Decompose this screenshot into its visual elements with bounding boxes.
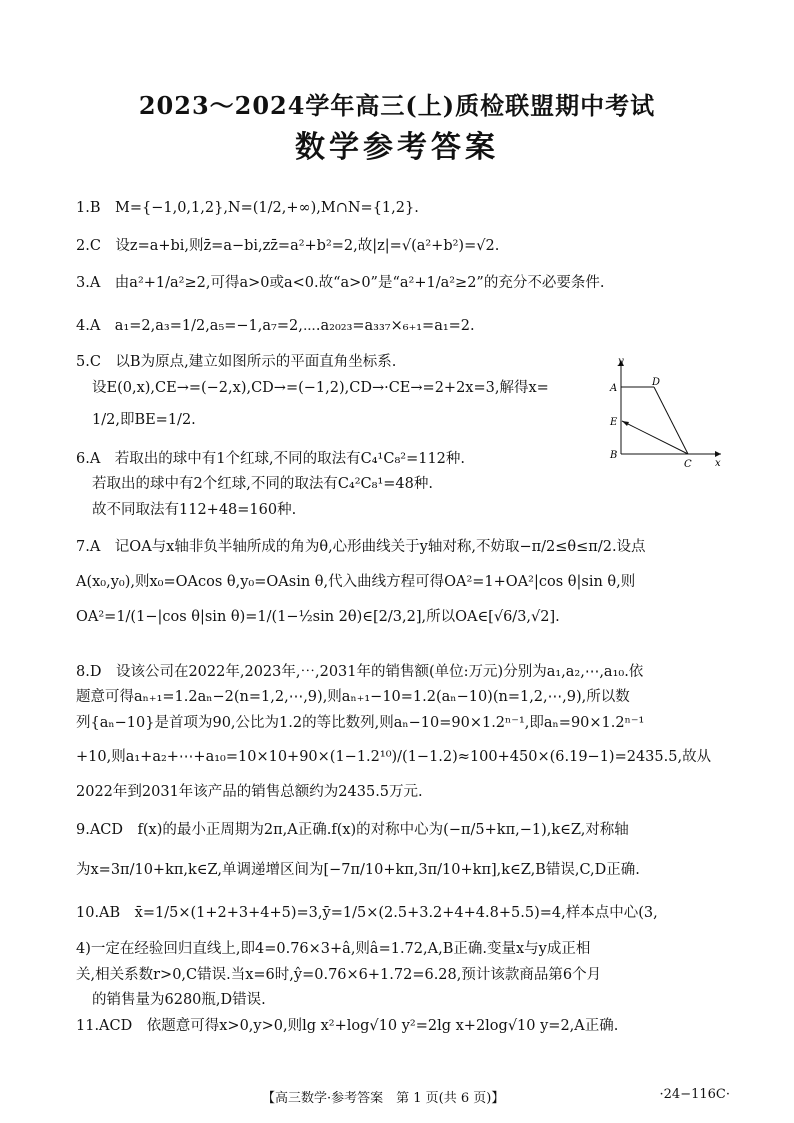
answer-q8-line2: 题意可得aₙ₊₁=1.2aₙ−2(n=1,2,⋯,9),则aₙ₊₁−10=1.2(aₙ−10)(n=1,2,⋯,9),所以数	[76, 689, 630, 705]
fig-label-b: B	[610, 450, 618, 461]
answer-q5-line1: 5.C 以B为原点,建立如图所示的平面直角坐标系.	[76, 354, 397, 370]
answer-q7-line2: A(x₀,y₀),则x₀=OAcos θ,y₀=OAsin θ,代入曲线方程可得OA²=1+OA²|cos θ|sin θ,则	[76, 574, 636, 590]
answer-q10-line2: 4)一定在经验回归直线上,即4=0.76×3+â,则â=1.72,A,B正确.变量x与y成正相	[76, 941, 591, 957]
answer-q10-line4: 的销售量为6280瓶,D错误.	[92, 992, 266, 1008]
answer-q10-line1: 10.AB x̄=1/5×(1+2+3+4+5)=3,ȳ=1/5×(2.5+3.2+4+4.8+5.5)=4,样本点中心(3,	[76, 905, 658, 921]
fig-label-c: C	[684, 459, 692, 470]
answer-q1: 1.B M={−1,0,1,2},N=(1/2,+∞),M∩N={1,2}.	[76, 200, 419, 216]
answer-q10-line3: 关,相关系数r>0,C错误.当x=6时,ŷ=0.76×6+1.72=6.28,预计该款商品第6个月	[76, 967, 602, 983]
answer-title: 数学参考答案	[295, 130, 499, 165]
answer-q9-line2: 为x=3π/10+kπ,k∈Z,单调递增区间为[−7π/10+kπ,3π/10+kπ],k∈Z,B错误,C,D正确.	[76, 862, 640, 878]
answer-q5-line2: 设E(0,x),CE→=(−2,x),CD→=(−1,2),CD→·CE→=2+2x=3,解得x=	[92, 380, 549, 396]
answer-q2: 2.C 设z=a+bi,则z̄=a−bi,zz̄=a²+b²=2,故|z|=√(a²+b²)=√2.	[76, 238, 500, 254]
answer-q3: 3.A 由a²+1/a²≥2,可得a>0或a<0.故“a>0”是“a²+1/a²≥2”的充分不必要条件.	[76, 275, 605, 291]
footer-page-info: 【高三数学·参考答案 第 1 页(共 6 页)】	[262, 1091, 505, 1106]
fig-label-a: A	[610, 383, 618, 394]
answer-q7-line1: 7.A 记OA与x轴非负半轴所成的角为θ,心形曲线关于y轴对称,不妨取−π/2≤θ≤π/2.设点	[76, 539, 646, 555]
fig-label-x: x	[715, 458, 721, 469]
exam-title: 2023～2024学年高三(上)质检联盟期中考试	[138, 91, 656, 120]
answer-q6-line2: 若取出的球中有2个红球,不同的取法有C₄²C₈¹=48种.	[92, 476, 433, 492]
answer-q7-line3: OA²=1/(1−|cos θ|sin θ)=1/(1−½sin 2θ)∈[2/3,2],所以OA∈[√6/3,√2].	[76, 609, 560, 625]
answer-q8-line4: +10,则a₁+a₂+⋯+a₁₀=10×10+90×(1−1.2¹⁰)/(1−1.2)≈100+450×(6.19−1)=2435.5,故从	[76, 749, 712, 765]
answer-q8-line1: 8.D 设该公司在2022年,2023年,⋯,2031年的销售额(单位:万元)分别为a₁,a₂,⋯,a₁₀.依	[76, 664, 644, 680]
answer-q11: 11.ACD 依题意可得x>0,y>0,则lg x²+log√10 y²=2lg x+2log√10 y=2,A正确.	[76, 1018, 619, 1034]
answer-q6-line1: 6.A 若取出的球中有1个红球,不同的取法有C₄¹C₈²=112种.	[76, 451, 466, 467]
answer-q8-line3: 列{aₙ−10}是首项为90,公比为1.2的等比数列,则aₙ−10=90×1.2ⁿ⁻¹,即aₙ=90×1.2ⁿ⁻¹	[76, 715, 645, 731]
q5-coordinate-figure	[606, 354, 726, 472]
answer-q6-line3: 故不同取法有112+48=160种.	[92, 502, 297, 518]
answer-q5-line3: 1/2,即BE=1/2.	[92, 412, 196, 428]
fig-label-d: D	[652, 377, 661, 388]
fig-label-e: E	[610, 417, 618, 428]
answer-q8-line5: 2022年到2031年该产品的销售总额约为2435.5万元.	[76, 784, 423, 800]
fig-label-y: y	[618, 356, 624, 367]
answer-q9-line1: 9.ACD f(x)的最小正周期为2π,A正确.f(x)的对称中心为(−π/5+kπ,−1),k∈Z,对称轴	[76, 822, 629, 838]
footer-code: ·24−116C·	[659, 1087, 730, 1102]
answer-q4: 4.A a₁=2,a₃=1/2,a₅=−1,a₇=2,⋯.a₂₀₂₃=a₃₃₇×₆₊₁=a₁=2.	[76, 318, 475, 334]
